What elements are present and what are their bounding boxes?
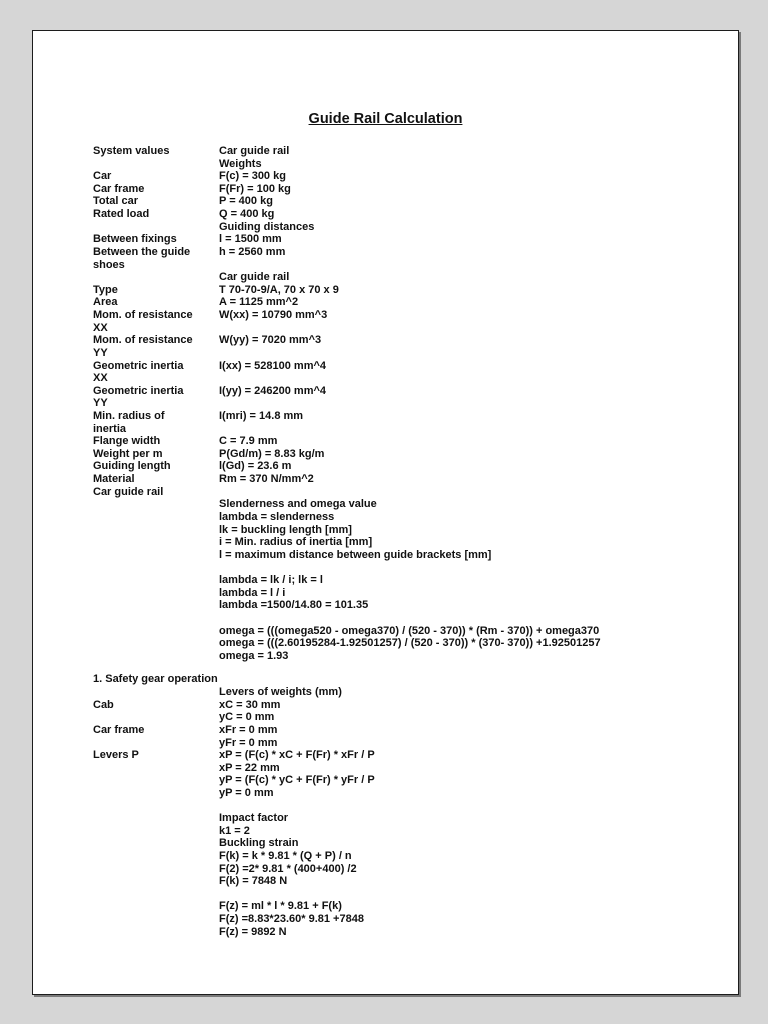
value-fz: F(z) = 9892 N: [219, 926, 287, 938]
label-min-radius: Min. radius of: [93, 410, 165, 422]
label-between-guide-shoes: shoes: [93, 259, 125, 271]
value-flange-width: C = 7.9 mm: [219, 435, 278, 447]
value-yp: yP = 0 mm: [219, 787, 274, 799]
value-wyy: W(yy) = 7020 mm^3: [219, 334, 322, 346]
label-rated-load: Rated load: [93, 208, 150, 220]
value-material: Rm = 370 N/mm^2: [219, 473, 314, 485]
heading-car-guide-rail: Car guide rail: [219, 145, 290, 157]
heading-impact-factor: Impact factor: [219, 812, 289, 824]
label-min-radius-inertia: inertia: [93, 423, 127, 435]
heading-guiding-distances: Guiding distances: [219, 221, 315, 233]
label-geometric-inertia-xx-axis: XX: [93, 372, 108, 384]
section-safety-gear-operation: 1. Safety gear operation: [93, 673, 218, 685]
value-between-guide-shoes: h = 2560 mm: [219, 246, 286, 258]
value-min-radius: I(mri) = 14.8 mm: [219, 410, 304, 422]
value-ixx: I(xx) = 528100 mm^4: [219, 360, 327, 372]
label-flange-width: Flange width: [93, 435, 161, 447]
def-lambda: lambda = slenderness: [219, 511, 335, 523]
heading-buckling-strain: Buckling strain: [219, 837, 299, 849]
value-yfr: yFr = 0 mm: [219, 737, 278, 749]
label-total-car: Total car: [93, 195, 139, 207]
label-guiding-length: Guiding length: [93, 460, 171, 472]
value-type: T 70-70-9/A, 70 x 70 x 9: [219, 284, 339, 296]
formula-omega-3: omega = 1.93: [219, 650, 289, 662]
formula-f2: F(2) =2* 9.81 * (400+400) /2: [219, 863, 357, 875]
def-i: i = Min. radius of inertia [mm]: [219, 536, 373, 548]
heading-weights: Weights: [219, 158, 262, 170]
value-rated-load: Q = 400 kg: [219, 208, 275, 220]
value-xp: xP = 22 mm: [219, 762, 280, 774]
value-car-weight: F(c) = 300 kg: [219, 170, 286, 182]
label-type: Type: [93, 284, 118, 296]
label-geometric-inertia-xx: Geometric inertia: [93, 360, 184, 372]
formula-xp: xP = (F(c) * xC + F(Fr) * xFr / P: [219, 749, 375, 761]
def-lk: lk = buckling length [mm]: [219, 524, 352, 536]
label-area: Area: [93, 296, 118, 308]
label-mom-resistance-yy: Mom. of resistance: [93, 334, 193, 346]
heading-levers-of-weights: Levers of weights (mm): [219, 686, 342, 698]
page-title: Guide Rail Calculation: [308, 111, 463, 127]
value-total-car: P = 400 kg: [219, 195, 273, 207]
formula-fz: F(z) = ml * l * 9.81 + F(k): [219, 900, 342, 912]
label-mom-resistance-xx: Mom. of resistance: [93, 309, 193, 321]
formula-lambda-2: lambda = l / i: [219, 587, 286, 599]
label-between-guide: Between the guide: [93, 246, 191, 258]
value-k1: k1 = 2: [219, 825, 250, 837]
label-geometric-inertia-yy-axis: YY: [93, 397, 108, 409]
label-geometric-inertia-yy: Geometric inertia: [93, 385, 184, 397]
value-fk: F(k) = 7848 N: [219, 875, 288, 887]
formula-lambda-3: lambda =1500/14.80 = 101.35: [219, 599, 369, 611]
value-area: A = 1125 mm^2: [219, 296, 299, 308]
label-system-values: System values: [93, 145, 170, 157]
formula-yp: yP = (F(c) * yC + F(Fr) * yFr / P: [219, 774, 375, 786]
formula-omega-2: omega = (((2.60195284-1.92501257) / (520 - 370)) * (370- 370)) +1.92501257: [219, 637, 601, 649]
value-weight-per-m: P(Gd/m) = 8.83 kg/m: [219, 448, 325, 460]
label-car-guide-rail: Car guide rail: [93, 486, 164, 498]
label-weight-per-m: Weight per m: [93, 448, 163, 460]
value-iyy: I(yy) = 246200 mm^4: [219, 385, 327, 397]
label-levers-p: Levers P: [93, 749, 139, 761]
label-car-frame-levers: Car frame: [93, 724, 145, 736]
value-yc: yC = 0 mm: [219, 711, 275, 723]
def-l: l = maximum distance between guide brackets [mm]: [219, 549, 492, 561]
value-car-frame-weight: F(Fr) = 100 kg: [219, 183, 291, 195]
value-xc: xC = 30 mm: [219, 699, 281, 711]
formula-lambda-1: lambda = lk / i; lk = l: [219, 574, 323, 586]
formula-fk: F(k) = k * 9.81 * (Q + P) / n: [219, 850, 352, 862]
value-between-fixings: l = 1500 mm: [219, 233, 282, 245]
label-mom-resistance-xx-axis: XX: [93, 322, 108, 334]
value-xfr: xFr = 0 mm: [219, 724, 278, 736]
label-car: Car: [93, 170, 112, 182]
label-car-frame: Car frame: [93, 183, 145, 195]
value-guiding-length: l(Gd) = 23.6 m: [219, 460, 292, 472]
heading-slenderness: Slenderness and omega value: [219, 498, 377, 510]
document-page: [32, 30, 739, 995]
heading-car-guide-rail-2: Car guide rail: [219, 271, 290, 283]
label-between-fixings: Between fixings: [93, 233, 177, 245]
formula-fz-calc: F(z) =8.83*23.60* 9.81 +7848: [219, 913, 364, 925]
label-cab: Cab: [93, 699, 114, 711]
formula-omega-1: omega = (((omega520 - omega370) / (520 - 370)) * (Rm - 370)) + omega370: [219, 625, 600, 637]
value-wxx: W(xx) = 10790 mm^3: [219, 309, 328, 321]
label-material: Material: [93, 473, 135, 485]
label-mom-resistance-yy-axis: YY: [93, 347, 108, 359]
